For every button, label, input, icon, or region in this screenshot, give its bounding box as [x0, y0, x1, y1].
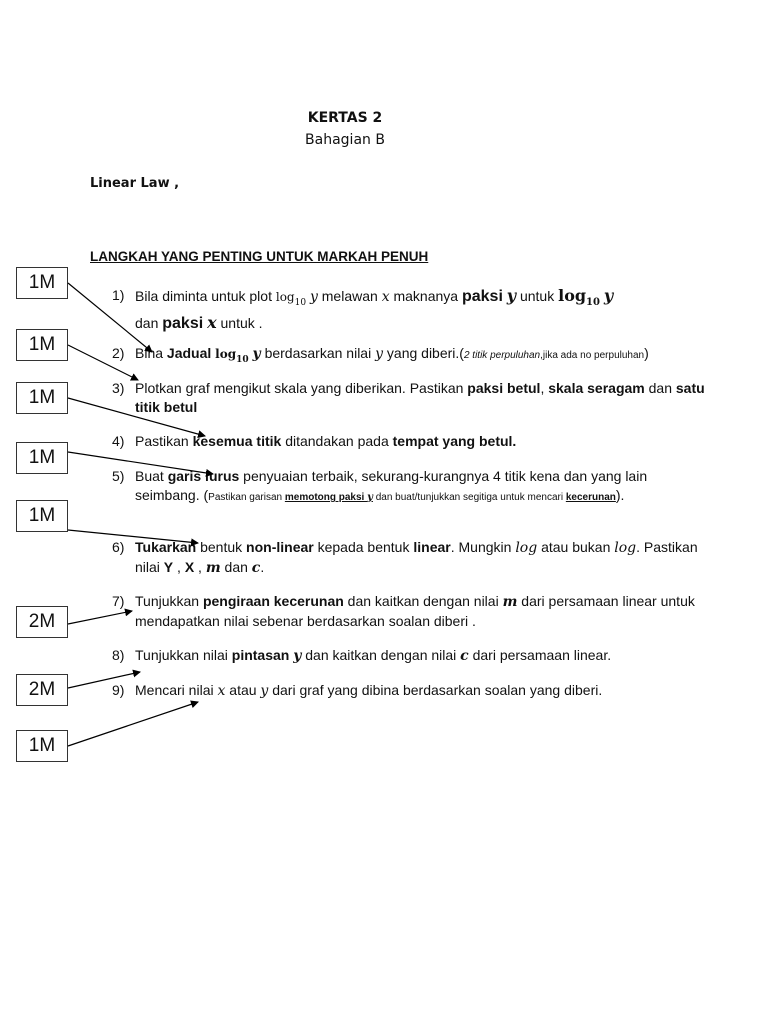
- mark-box-5: 1M: [16, 500, 68, 532]
- math-x: x: [217, 683, 226, 699]
- step-text: . Mungkin: [450, 539, 516, 555]
- step-number: 2): [112, 345, 125, 361]
- bold-paksi: paksi: [461, 288, 503, 305]
- log-symbol: log: [275, 290, 295, 304]
- step-text: ,: [173, 559, 185, 575]
- note-italic: 2 titik perpuluhan: [463, 350, 541, 361]
- step-text: ).: [615, 487, 625, 503]
- step-5: [112, 467, 712, 507]
- step-text: melawan: [317, 288, 382, 304]
- bold-text: pengiraan kecerunan: [202, 593, 344, 609]
- step-number: 1): [112, 287, 125, 303]
- bold-X: X: [184, 559, 195, 575]
- step-number: 8): [112, 647, 125, 663]
- math-y: y: [309, 289, 318, 305]
- math-log: log: [614, 540, 637, 556]
- log-base-bold: 10: [586, 296, 600, 308]
- step-text: Buat: [135, 468, 168, 484]
- step-text: dan: [220, 559, 252, 575]
- step-6: [112, 538, 712, 578]
- bold-text: satu titik betul: [135, 380, 705, 415]
- math-y: y: [375, 346, 384, 362]
- step-text: Tunjukkan nilai: [135, 647, 232, 663]
- step-text: Bila diminta untuk plot: [135, 288, 276, 304]
- step-text: ,: [194, 559, 206, 575]
- math-log: log: [515, 540, 538, 556]
- math-y-bold: y: [252, 346, 261, 362]
- log-symbol-bold: log: [215, 347, 237, 361]
- step-text: dari persamaan linear untuk mendapatkan nilai sebenar berdasarkan soalan diberi .: [135, 593, 695, 629]
- step-9: [112, 681, 712, 701]
- step-text: yang diberi.(: [383, 345, 464, 361]
- step-text: untuk: [516, 288, 559, 304]
- step-number: 9): [112, 682, 125, 698]
- step-number: 4): [112, 433, 125, 449]
- document-title: KERTAS 2: [307, 110, 383, 126]
- step-text: dan kaitkan dengan nilai: [301, 647, 461, 663]
- step-4: [112, 432, 712, 451]
- step-text: atau bukan: [537, 539, 615, 555]
- step-number: 5): [112, 468, 125, 484]
- math-c-bold: c: [251, 560, 261, 576]
- step-text: . Pastikan nilai: [135, 539, 698, 575]
- step-2: [112, 344, 712, 370]
- step-text: berdasarkan nilai: [260, 345, 376, 361]
- arrow-8: [68, 702, 198, 746]
- mark-box-1: 1M: [16, 267, 68, 299]
- bold-text: linear: [413, 539, 451, 555]
- step-text: ditandakan pada: [281, 433, 393, 449]
- topic-label: Linear Law ,: [90, 176, 180, 191]
- bold-text: garis lurus: [167, 468, 240, 484]
- step-text: Bina: [135, 345, 167, 361]
- mark-box-3: 1M: [16, 382, 68, 414]
- step-text: kepada bentuk: [313, 539, 414, 555]
- math-m-bold: m: [205, 560, 221, 576]
- bold-Y: Y: [163, 559, 174, 575]
- bold-text: skala seragam: [548, 380, 645, 396]
- mark-box-4: 1M: [16, 442, 68, 474]
- step-text: dari persamaan linear.: [468, 647, 612, 663]
- step-text: dari graf yang dibina berdasarkan soalan yang diberi.: [268, 682, 603, 698]
- mark-box-6: 2M: [16, 606, 68, 638]
- step-text: bentuk: [196, 539, 247, 555]
- step-number: 7): [112, 593, 125, 609]
- log-base: 10: [294, 297, 307, 308]
- bold-text: pintasan: [231, 647, 290, 663]
- step-text: maknanya: [389, 288, 462, 304]
- step-text: Mencari nilai: [135, 682, 218, 698]
- math-x: x: [381, 289, 390, 305]
- note-text: ,jika ada no perpuluhan: [540, 350, 645, 361]
- document-subtitle: Bahagian B: [305, 132, 385, 148]
- step-text: Plotkan graf mengikut skala yang diberikan. Pastikan: [135, 380, 468, 396]
- step-3: [112, 379, 712, 417]
- step-text: penyuaian terbaik, sekurang-kurangnya 4 titik kena dan yang lain seimbang. (: [135, 468, 648, 503]
- step-number: 6): [112, 539, 125, 555]
- step-text: ): [644, 345, 649, 361]
- step-1: [112, 286, 712, 333]
- bold-paksi: paksi: [162, 314, 204, 332]
- step-text: .: [260, 559, 265, 575]
- math-x-bold: x: [207, 312, 217, 332]
- bold-text: kesemua titik: [192, 433, 282, 449]
- math-y: y: [260, 683, 269, 699]
- math-y-bold: y: [506, 286, 517, 305]
- math-c-bold: c: [460, 648, 469, 664]
- step-text: dan: [644, 380, 676, 396]
- bold-text: tempat yang betul.: [392, 433, 517, 449]
- step-text: Pastikan: [135, 433, 193, 449]
- math-m-bold: m: [502, 594, 518, 610]
- log-base-bold: 10: [236, 354, 249, 365]
- step-8: [112, 646, 712, 666]
- step-7: [112, 592, 712, 631]
- step-text: atau: [225, 682, 261, 698]
- bold-text: Tukarkan: [135, 539, 197, 555]
- mark-box-7: 2M: [16, 674, 68, 706]
- step-text: Tunjukkan: [135, 593, 203, 609]
- mark-box-8: 1M: [16, 730, 68, 762]
- note-bold-underline: memotong paksi: [284, 492, 368, 503]
- step-number: 3): [112, 380, 125, 396]
- step-text: untuk .: [216, 314, 263, 331]
- bold-text: paksi betul: [467, 380, 541, 396]
- step-text: ,: [540, 380, 549, 396]
- bold-jadual: Jadual: [166, 345, 212, 361]
- mark-box-2: 1M: [16, 329, 68, 361]
- note-bold-underline: kecerunan: [565, 492, 616, 503]
- math-y-bold: y: [293, 648, 302, 664]
- note-math-y: y: [367, 492, 373, 503]
- bold-text: non-linear: [246, 539, 314, 555]
- math-y-bold: y: [603, 286, 614, 305]
- step-text: dan kaitkan dengan nilai: [343, 593, 503, 609]
- section-heading: LANGKAH YANG PENTING UNTUK MARKAH PENUH: [90, 249, 429, 264]
- note-text: dan buat/tunjukkan segitiga untuk mencari: [372, 492, 566, 503]
- step-text: dan: [135, 314, 163, 331]
- log-symbol-bold: log: [558, 286, 587, 305]
- note-text: Pastikan garisan: [208, 492, 285, 503]
